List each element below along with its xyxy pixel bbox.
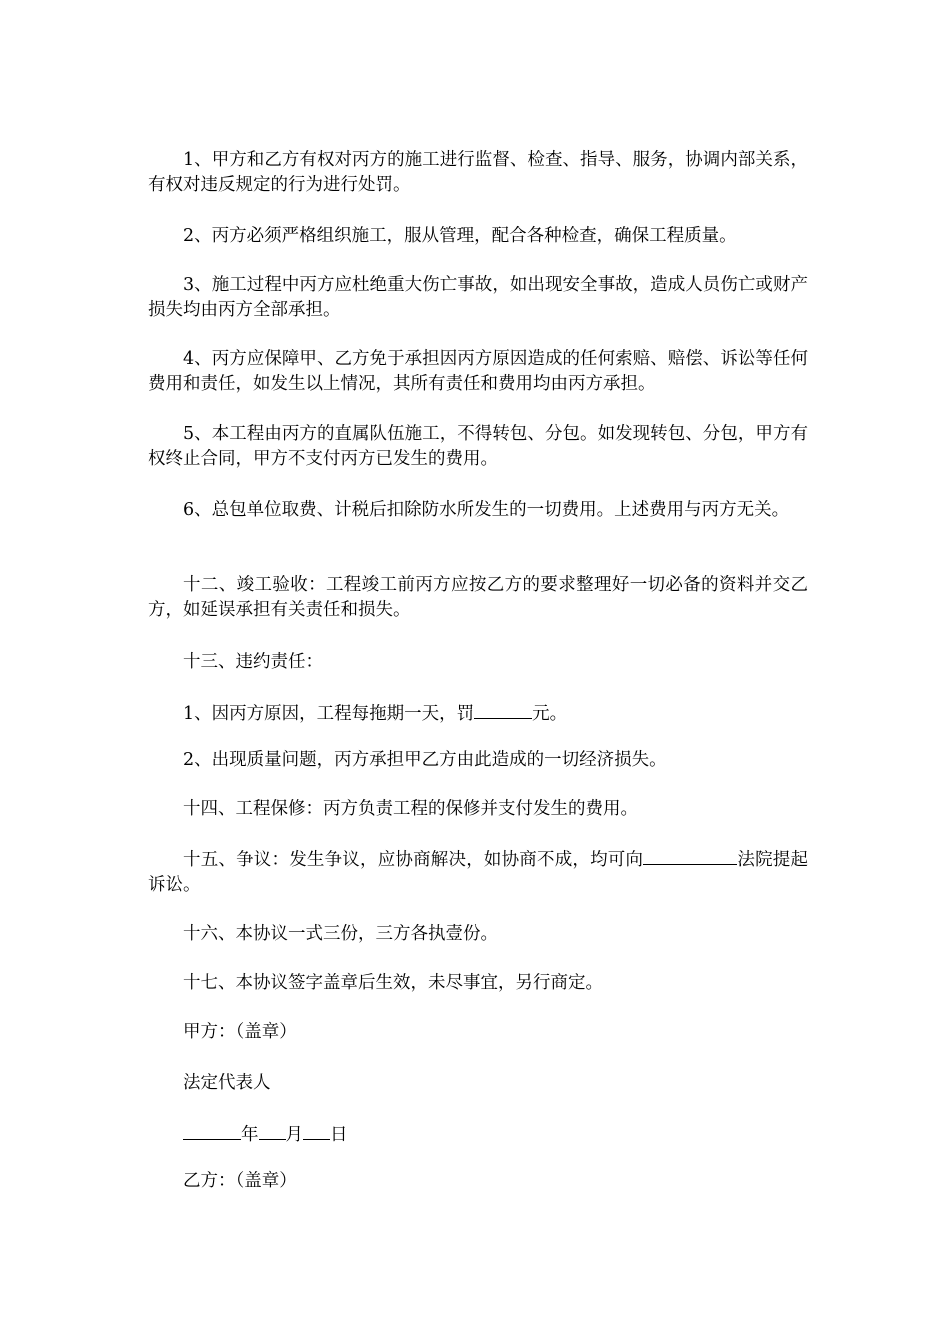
court-name-blank[interactable] [643, 846, 737, 865]
clause-safety: 3、施工过程中丙方应杜绝重大伤亡事故，如出现安全事故，造成人员伤亡或财产损失均由丙方全部承担。 [148, 275, 808, 320]
clause-quality: 2、出现质量问题，丙方承担甲乙方由此造成的一切经济损失。 [183, 750, 667, 770]
penalty-unit: 元。 [532, 704, 568, 724]
clause-warranty: 十四、工程保修：丙方负责工程的保修并支付发生的费用。 [183, 799, 638, 819]
penalty-text: 1、因丙方原因，工程每拖期一天，罚 [183, 704, 475, 724]
penalty-amount-blank[interactable] [474, 700, 532, 719]
clause-supervision: 1、甲方和乙方有权对丙方的施工进行监督、检查、指导、服务，协调内部关系，有权对违反规定的行为进行处罚。 [148, 150, 808, 195]
dispute-text: 十五、争议：发生争议，应协商解决，如协商不成，均可向 [183, 850, 644, 870]
clause-dispute [148, 846, 808, 898]
year-label: 年 [241, 1125, 259, 1145]
clause-copies: 十六、本协议一式三份，三方各执壹份。 [183, 924, 498, 944]
clause-effect: 十七、本协议签字盖章后生效，未尽事宜，另行商定。 [183, 973, 603, 993]
signing-date [148, 1121, 808, 1148]
section-breach-heading: 十三、违约责任： [183, 652, 323, 672]
clause-fees: 6、总包单位取费、计税后扣除防水所发生的一切费用。上述费用与丙方无关。 [183, 500, 790, 520]
month-label: 月 [285, 1125, 303, 1145]
legal-representative: 法定代表人 [183, 1073, 271, 1093]
dispute-court-text: 法院提起诉讼。 [148, 850, 809, 895]
day-label: 日 [330, 1125, 348, 1145]
month-blank[interactable] [259, 1121, 286, 1140]
clause-liability: 4、丙方应保障甲、乙方免于承担因丙方原因造成的任何索赔、赔偿、诉讼等任何费用和责任，如发生以上情况，其所有责任和费用均由丙方承担。 [148, 349, 808, 394]
party-b-seal: 乙方：（盖章） [183, 1171, 297, 1191]
clause-acceptance: 十二、竣工验收：工程竣工前丙方应按乙方的要求整理好一切必备的资料并交乙方，如延误承担有关责任和损失。 [148, 575, 808, 620]
clause-delay-penalty [148, 700, 808, 727]
clause-subcontracting: 5、本工程由丙方的直属队伍施工，不得转包、分包。如发现转包、分包，甲方有权终止合同，甲方不支付丙方已发生的费用。 [148, 424, 808, 469]
clause-construction-management: 2、丙方必须严格组织施工，服从管理，配合各种检查，确保工程质量。 [183, 226, 737, 246]
party-a-seal: 甲方：（盖章） [183, 1022, 297, 1042]
day-blank[interactable] [303, 1121, 330, 1140]
year-blank[interactable] [183, 1121, 241, 1140]
